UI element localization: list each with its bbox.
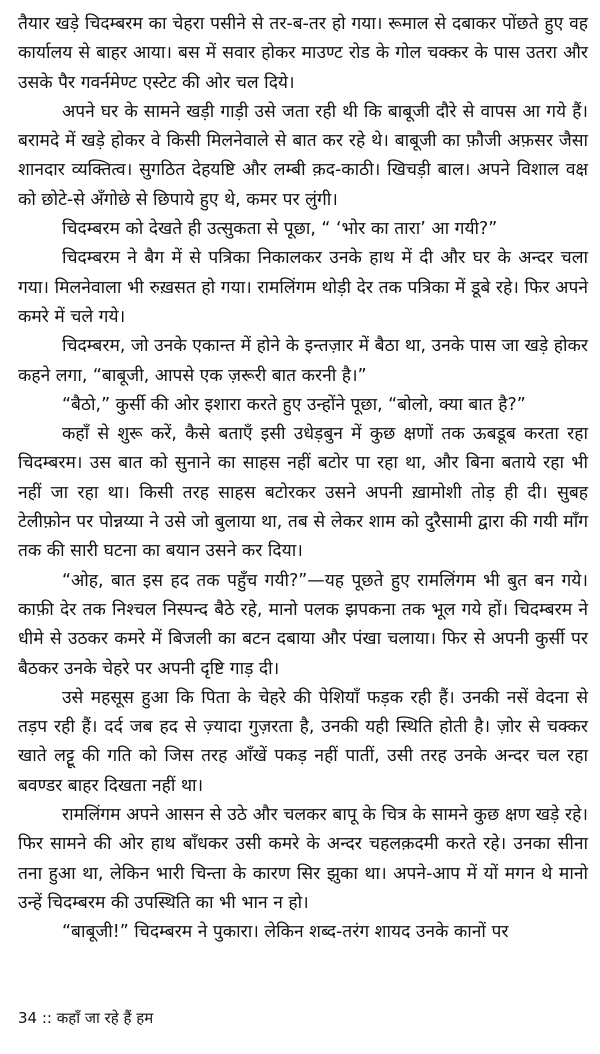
paragraph: चिदम्बरम को देखते ही उत्सुकता से पूछा, “ ‘भोर का तारा’ आ गयी?” [62, 219, 498, 240]
paragraph: “बाबूजी!” चिदम्बरम ने पुकारा। लेकिन शब्द-तरंग शायद उनके कानों पर [62, 922, 509, 943]
paragraph: रामलिंगम अपने आसन से उठे और चलकर बापू के चित्र के सामने कुछ क्षण खड़े रहे। फिर सामने की ओर हाथ बाँधकर उसी कमरे के अन्दर चहलक़दमी करते रहे। उनका सीना तना हुआ था, लेकिन भारी चिन्ता के कारण सिर झुका था। अपने-आप में यों मगन थे मानो उन्हें चिदम्बरम की उपस्थिति का भी भान न हो। [18, 805, 588, 913]
paragraph: चिदम्बरम ने बैग में से पत्रिका निकालकर उनके हाथ में दी और घर के अन्दर चला गया। मिलनेवाला भी रुख़सत हो गया। रामलिंगम थोड़ी देर तक पत्रिका में डूबे रहे। फिर अपने कमरे में चले गये। [18, 248, 588, 327]
paragraph: चिदम्बरम, जो उनके एकान्त में होने के इन्तज़ार में बैठा था, उनके पास जा खड़े होकर कहने लगा, “बाबूजी, आपसे एक ज़रूरी बात करनी है।” [18, 336, 588, 386]
paragraph: कहाँ से शुरू करें, कैसे बताएँ इसी उधेड़बुन में कुछ क्षणों तक ऊबडूब करता रहा चिदम्बरम। उस बात को सुनाने का साहस नहीं बटोर पा रहा था, और बिना बताये रहा भी नहीं जा रहा था। किसी तरह साहस बटोरकर उसने अपनी ख़ामोशी तोड़ ही दी। सुबह टेलीफ़ोन पर पोन्नय्या ने उसे जो बुलाया था, तब से लेकर शाम को दुरैसामी द्वारा की गयी माँग तक की सारी घटना का बयान उसने कर दिया। [18, 424, 588, 562]
body-text [18, 10, 588, 948]
paragraph: “बैठो,” कुर्सी की ओर इशारा करते हुए उन्होंने पूछा, “बोलो, क्या बात है?” [62, 394, 526, 415]
paragraph: उसे महसूस हुआ कि पिता के चेहरे की पेशियाँ फड़क रही हैं। उनकी नसें वेदना से तड़प रही हैं। दर्द जब हद से ज़्यादा गुज़रता है, उनकी यही स्थिति होती है। ज़ोर से चक्कर खाते लट्टू की गति को जिस तरह आँखें पकड़ नहीं पातीं, उसी तरह उनके अन्दर चल रहा बवण्डर बाहर दिखता नहीं था। [18, 687, 588, 796]
paragraph: अपने घर के सामने खड़ी गाड़ी उसे जता रही थी कि बाबूजी दौरे से वापस आ गये हैं। बरामदे में खड़े होकर वे किसी मिलनेवाले से बात कर रहे थे। बाबूजी का फ़ौजी अफ़सर जैसा शानदार व्यक्तित्व। सुगठित देहयष्टि और लम्बी क़द-काठी। खिचड़ी बाल। अपने विशाल वक्ष को छोटे-से अँगोछे से छिपाये हुए थे, कमर पर लुंगी। [18, 101, 588, 210]
page-footer: 34 :: कहाँ जा रहे हैं हम [18, 1009, 154, 1027]
paragraph: “ओह, बात इस हद तक पहुँच गयी?”—यह पूछते हुए रामलिंगम भी बुत बन गये। काफ़ी देर तक निश्चल निस्पन्द बैठे रहे, मानो पलक झपकना तक भूल गये हों। चिदम्बरम ने धीमे से उठकर कमरे में बिजली का बटन दबाया और पंखा चलाया। फिर से अपनी कुर्सी पर बैठकर उनके चेहरे पर अपनी दृष्टि गाड़ दी। [18, 570, 588, 679]
paragraph: तैयार खड़े चिदम्बरम का चेहरा पसीने से तर-ब-तर हो गया। रूमाल से दबाकर पोंछते हुए वह कार्यालय से बाहर आया। बस में सवार होकर माउण्ट रोड के गोल चक्कर के पास उतरा और उसके पैर गवर्नमेण्ट एस्टेट की ओर चल दिये। [18, 14, 588, 93]
